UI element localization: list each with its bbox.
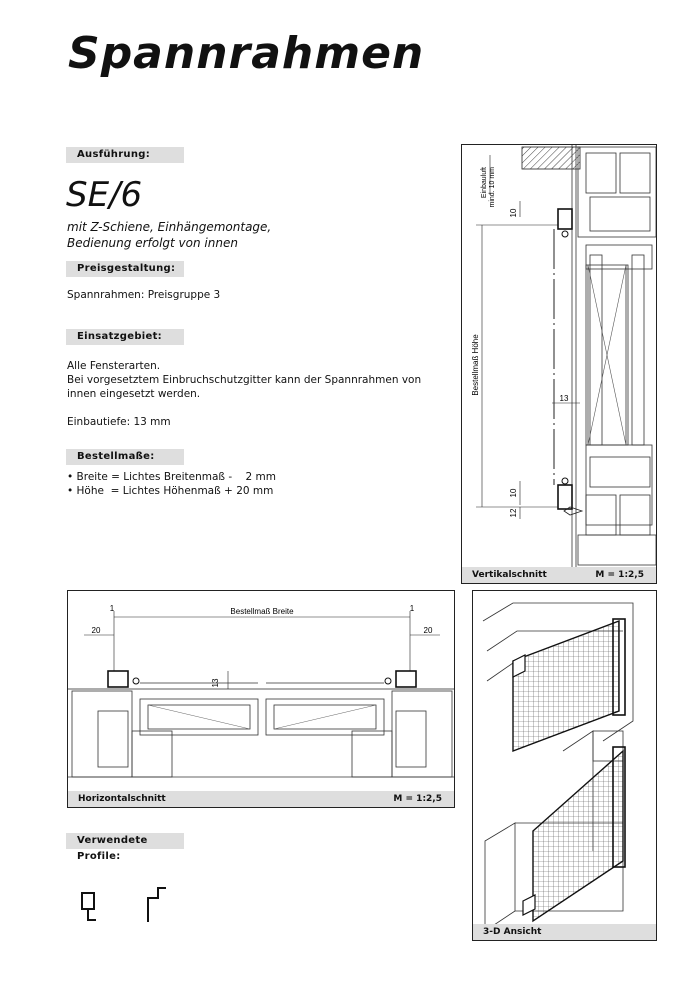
horizontal-caption-text: Horizontalschnitt: [78, 794, 166, 804]
view-3d-figure: [472, 590, 657, 941]
label-mind-10mm: mind. 10 mm: [489, 167, 496, 208]
section-header-preisgestaltung: Preisgestaltung:: [66, 261, 184, 277]
vertical-section-caption: [462, 567, 656, 583]
model-name: SE/6: [66, 175, 143, 215]
view-3d-caption: [473, 924, 656, 940]
dim-1-left: 1: [109, 604, 115, 613]
horizontal-section-figure: [67, 590, 455, 808]
price-group-text: Spannrahmen: Preisgruppe 3: [67, 289, 221, 301]
model-description-line2: Bedienung erfolgt von innen: [67, 236, 238, 250]
vertical-scale: M = 1:2,5: [595, 570, 644, 580]
profile-frame-icon: [82, 893, 96, 920]
view-3d-caption-text: 3-D Ansicht: [483, 927, 542, 937]
label-bestellmass-breite: Bestellmaß Breite: [230, 607, 294, 616]
dim-13-horizontal: 13: [211, 678, 220, 688]
einsatz-line2: Bei vorgesetztem Einbruchschutzgitter kann der Spannrahmen von: [67, 374, 422, 386]
section-header-einsatzgebiet: Einsatzgebiet:: [66, 329, 184, 345]
dim-20-left: 20: [91, 626, 101, 635]
bestellmass-hoehe: • Höhe = Lichtes Höhenmaß + 20 mm: [67, 485, 274, 497]
section-header-ausfuehrung: Ausführung:: [66, 147, 184, 163]
horizontal-scale: M = 1:2,5: [393, 794, 442, 804]
dim-10-top: 10: [509, 208, 518, 218]
horizontal-section-caption: [68, 791, 454, 807]
profile-z-rail-icon: [148, 888, 166, 922]
page-title: Spannrahmen: [68, 28, 425, 79]
label-einbauluft: Einbauluft: [481, 167, 488, 199]
dim-10-bottom: 10: [509, 488, 518, 498]
label-bestellmass-hoehe: Bestellmaß Höhe: [471, 334, 480, 396]
section-header-bestellmasse: Bestellmaße:: [66, 449, 184, 465]
dim-13: 13: [559, 394, 569, 403]
einsatz-line1: Alle Fensterarten.: [67, 360, 161, 372]
dim-20-right: 20: [423, 626, 433, 635]
dim-1-right: 1: [409, 604, 415, 613]
einbautiefe-text: Einbautiefe: 13 mm: [67, 416, 171, 428]
model-description-line1: mit Z-Schiene, Einhängemontage,: [67, 220, 272, 234]
section-header-profile: Verwendete Profile:: [66, 833, 184, 849]
vertical-caption-text: Vertikalschnitt: [472, 570, 547, 580]
bestellmass-breite: • Breite = Lichtes Breitenmaß - 2 mm: [67, 471, 276, 483]
einsatz-line3: innen eingesetzt werden.: [67, 388, 201, 400]
dim-12: 12: [509, 508, 518, 518]
vertical-section-figure: [461, 144, 657, 584]
